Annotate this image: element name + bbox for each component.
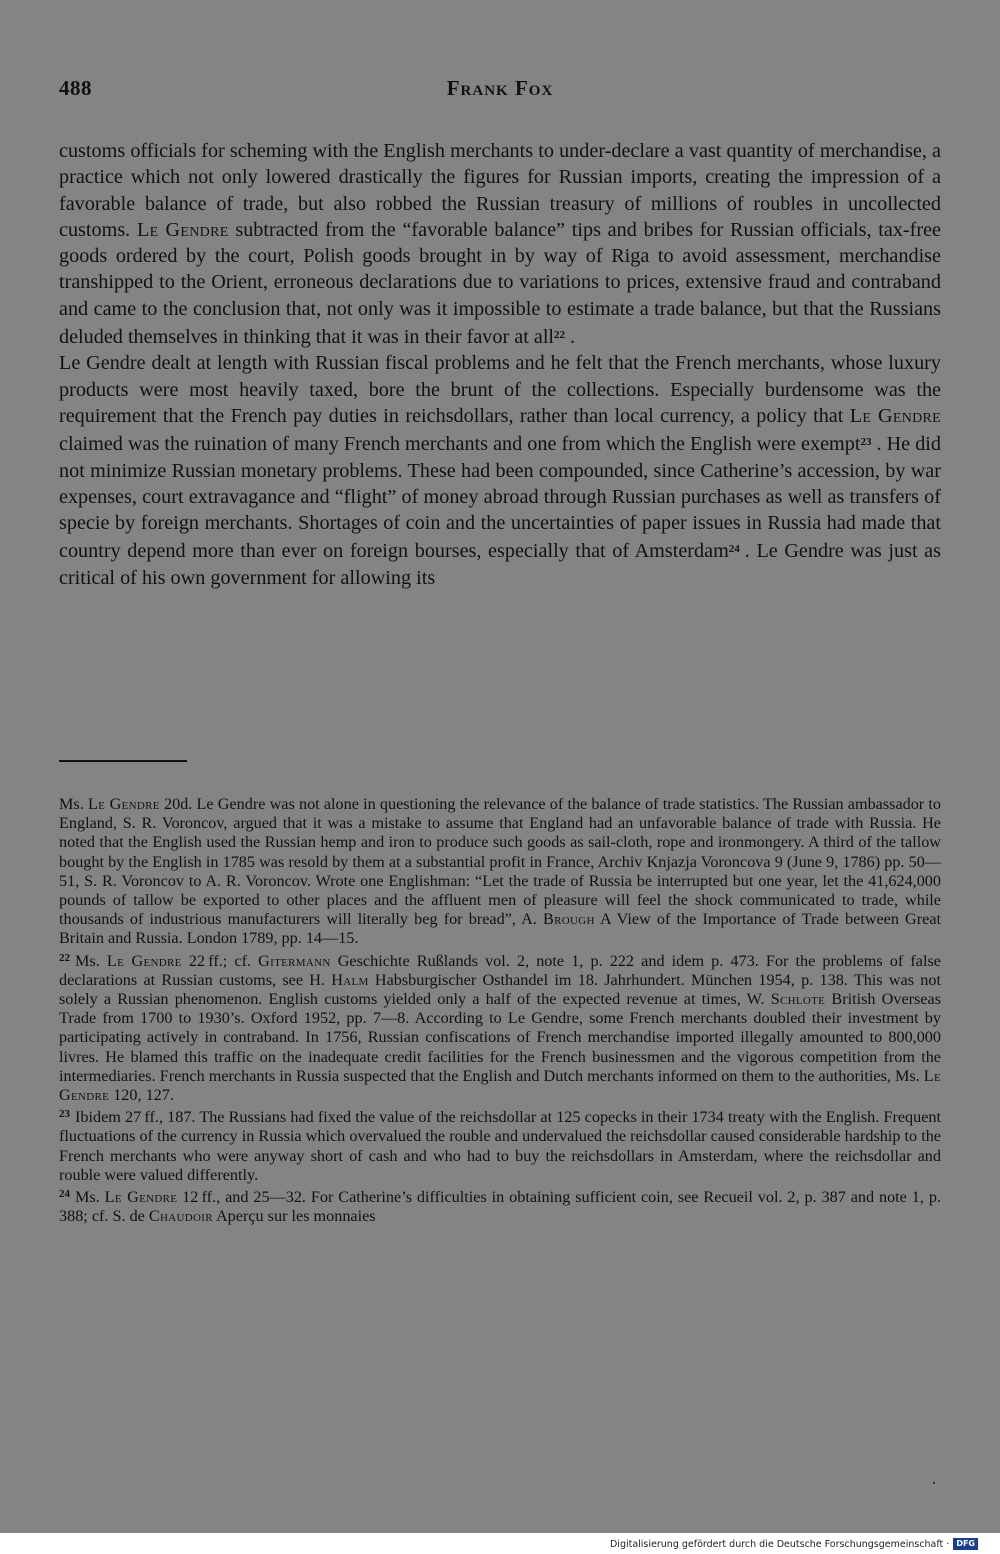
author-name: Le Gendre (849, 404, 941, 427)
credit-text: Digitalisierung gefördert durch die Deutsche Forschungsgemeinschaft · (609, 1538, 950, 1550)
footnote-number: 24 (59, 1188, 70, 1201)
footnotes (59, 795, 941, 1226)
footnote-rule (59, 760, 187, 762)
footnote-ref-24: 24 (728, 543, 740, 556)
footnote-ref-22: 22 (554, 329, 566, 342)
footnote-continuation: Ms. Le Gendre 20d. Le Gendre was not alone in questioning the relevance of the balance of trade statistics. The Russian ambassador to England, S. R. Voroncov, argued that it was a mistake to assume that England had an unfavorable balance of trade with Russia. He noted that the English used the Russian hemp and iron to produce such goods as sail-cloth, rope and ironmongery. A third of the tallow bought by the English in 1785 was resold by them at a substantial profit in France, Archiv Knjazja Voroncova 9 (June 9, 1786) pp. 50—51, S. R. Voroncov to A. R. Voroncov. Wrote one Englishman: “Let the trade of Russia be interrupted but one year, let the 41,624,000 pounds of tallow be exported to other places and the affluent men of pleasure will feel the shock communicated to trade, while thousands of industrious manufacturers will literally beg for bread”, A. Brough A View of the Importance of Trade between Great Britain and Russia. London 1789, pp. 14—15. (59, 795, 942, 948)
page-number: 488 (59, 76, 92, 100)
footnote-ref-23: 23 (860, 436, 872, 449)
paragraph-2: Le Gendre dealt at length with Russian fiscal problems and he felt that the French merchants, whose luxury products were most heavily taxed, bore the brunt of the collections. Especially burdensome was the requirement that the French pay duties in reichsdollars, rather than local currency, a policy that Le Gendre claimed was the ruination of many French merchants and one from which the English were exempt$^{23}$ . He did not minimize Russian monetary problems. These had been compounded, since Catherine’s accession, by war expenses, court extravagance and “flight” of money abroad through Russian purchases as well as transfers of specie by foreign merchants. Shortages of coin and the uncertainties of paper issues in Russia had made that country depend more than ever on foreign bourses, especially that of Amsterdam$^{24}$ . Le Gendre was just as critical of his own government for allowing its (59, 352, 941, 589)
footnote-24: $^{24}$ Ms. Le Gendre 12 ff., and 25—32. For Catherine’s difficulties in obtaining sufficient coin, see Recueil vol. 2, p. 387 and note 1, p. 388; cf. S. de Chaudoir Aperçu sur les monnaies (59, 1188, 941, 1226)
footnote-23: $^{23}$ Ibidem 27 ff., 187. The Russians had fixed the value of the reichsdollar at 125 copecks in their 1734 treaty with the English. Frequent fluctuations of the currency in Russia which overvalued the rouble and undervalued the reichsdollar caused considerable hardship to the French merchants who were anyway short of cash and who had to buy the reichsdollars in Amsterdam, where the reichsdollar and rouble were valued differently. (59, 1108, 941, 1184)
paragraph-1: customs officials for scheming with the English merchants to under-declare a vast quantity of merchandise, a practice which not only lowered drastically the figures for Russian imports, creating the impression of a favorable balance of trade, but also robbed the Russian treasury of millions of roubles in uncollected customs. Le Gendre subtracted from the “favorable balance” tips and bribes for Russian officials, tax-free goods ordered by the court, Polish goods brought in by way of Riga to avoid assessment, merchandise transhipped to the Orient, erroneous declarations due to variations to prices, extensive fraud and contraband and came to the conclusion that, not only was it impossible to estimate a trade balance, but that the Russians deluded themselves in thinking that it was in their favor at all$^{22}$ . (59, 140, 942, 349)
scan-speck (933, 1482, 935, 1484)
footnote-22: $^{22}$ Ms. Le Gendre 22 ff.; cf. Gitermann Geschichte Rußlands vol. 2, note 1, p. 222 and idem p. 473. For the problems of false declarations at Russian customs, see H. Halm Habsburgischer Osthandel im 18. Jahrhundert. München 1954, p. 138. This was not solely a Russian phenomenon. English customs yielded only a half of the expected revenue at times, W. Schlote British Overseas Trade from 1700 to 1930’s. Oxford 1952, pp. 7—8. According to Le Gendre, some French merchants doubled their investment by participating actively in contraband. In 1756, Russian confiscations of French merchandise imported illegally amounted to 800,000 livres. He blamed this traffic on the inadequate credit facilities for the French businessmen and the vigorous competition from the intermediaries. French merchants in Russia suspected that the English and Dutch merchants informed on them to the authorities, Ms. Le Gendre 120, 127. (59, 951, 941, 1105)
dfg-logo-icon: DFG (953, 1538, 978, 1550)
page-header (59, 76, 941, 104)
footnote-number: 22 (59, 951, 70, 964)
author-name: Le Gendre (136, 218, 229, 241)
digitization-credit (610, 1537, 978, 1551)
footnote-number: 23 (59, 1108, 70, 1121)
running-head: Frank Fox (446, 76, 554, 100)
main-text (59, 138, 941, 591)
